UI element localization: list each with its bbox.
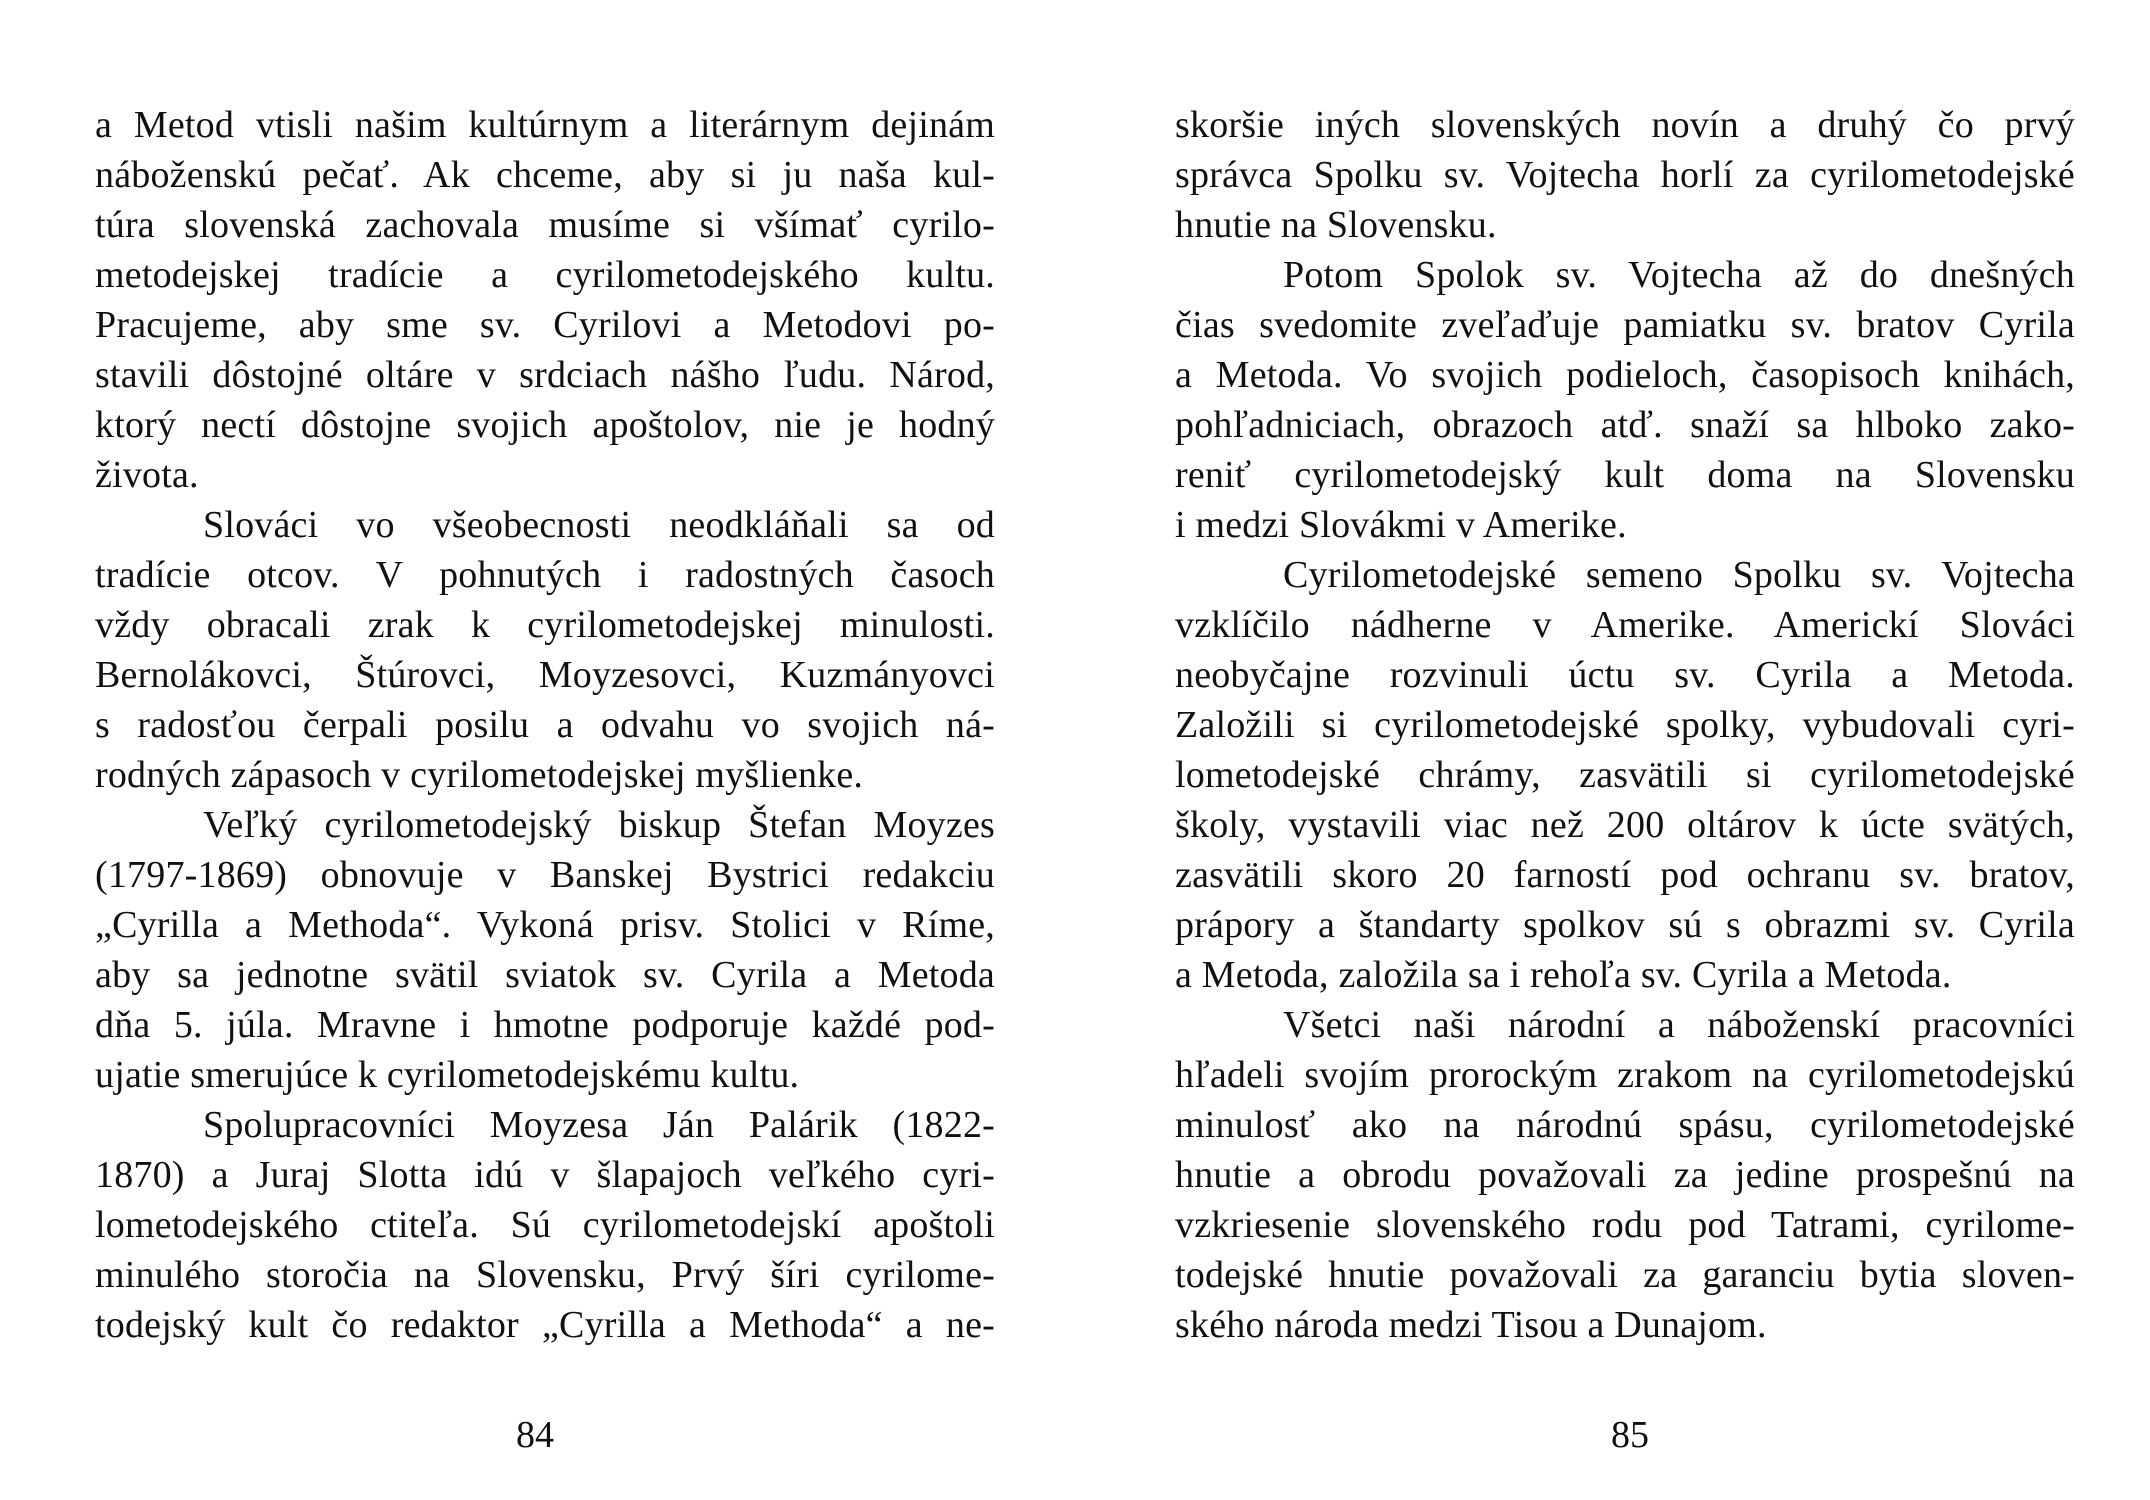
text-line: a Metoda, založila sa i rehoľa sv. Cyrila a Metoda.	[1175, 954, 1952, 996]
text-line: zasvätili skoro 20 farností pod ochranu sv. bratov,	[1175, 854, 2075, 896]
text-line: správca Spolku sv. Vojtecha horlí za cyrilometodejské	[1175, 154, 2075, 196]
text-line: Založili si cyrilometodejské spolky, vybudovali cyri-	[1175, 704, 2075, 746]
text-line: života.	[95, 454, 199, 496]
text-line: pohľadniciach, obrazoch atď. snaží sa hlboko zako-	[1175, 404, 2075, 446]
text-line: školy, vystavili viac než 200 oltárov k úcte svätých,	[1175, 804, 2075, 846]
text-line: „Cyrilla a Methoda“. Vykoná prisv. Stolici v Ríme,	[95, 904, 995, 946]
text-line: skoršie iných slovenských novín a druhý čo prvý	[1175, 104, 2075, 146]
text-line: Pracujeme, aby sme sv. Cyrilovi a Metodovi po-	[95, 304, 995, 346]
text-line: ktorý nectí dôstojne svojich apoštolov, nie je hodný	[95, 404, 995, 446]
text-line: hnutie na Slovensku.	[1175, 204, 1497, 246]
text-line: túra slovenská zachovala musíme si všímať cyrilo-	[95, 204, 995, 246]
text-line: Bernolákovci, Štúrovci, Moyzesovci, Kuzmányovci	[95, 654, 995, 696]
text-line: (1797-1869) obnovuje v Banskej Bystrici redakciu	[95, 854, 995, 896]
text-line: prápory a štandarty spolkov sú s obrazmi sv. Cyrila	[1175, 904, 2075, 946]
text-line: náboženskú pečať. Ak chceme, aby si ju naša kul-	[95, 154, 995, 196]
text-line: tradície otcov. V pohnutých i radostných časoch	[95, 554, 995, 596]
text-line: neobyčajne rozvinuli úctu sv. Cyrila a Metoda.	[1175, 654, 2075, 696]
right-page	[1175, 100, 2075, 1350]
text-line: ského národa medzi Tisou a Dunajom.	[1175, 1304, 1767, 1346]
page-number-left: 84	[516, 1414, 554, 1456]
text-line: hľadeli svojím prorockým zrakom na cyrilometodejskú	[1175, 1054, 2075, 1096]
text-line: todejský kult čo redaktor „Cyrilla a Methoda“ a ne-	[95, 1304, 995, 1346]
text-line: vzklíčilo nádherne v Amerike. Americkí Slováci	[1175, 604, 2075, 646]
text-line: Spolupracovníci Moyzesa Ján Palárik (1822-	[203, 1104, 995, 1146]
text-line: aby sa jednotne svätil sviatok sv. Cyrila a Metoda	[95, 954, 995, 996]
text-line: vždy obracali zrak k cyrilometodejskej minulosti.	[95, 604, 995, 646]
text-line: Všetci naši národní a náboženskí pracovníci	[1283, 1004, 2075, 1046]
left-page	[95, 100, 995, 1350]
text-line: lometodejské chrámy, zasvätili si cyrilometodejské	[1175, 754, 2075, 796]
text-line: minulého storočia na Slovensku, Prvý šíri cyrilome-	[95, 1254, 995, 1296]
text-line: Slováci vo všeobecnosti neodkláňali sa od	[203, 504, 995, 546]
text-line: hnutie a obrodu považovali za jedine prospešnú na	[1175, 1154, 2075, 1196]
text-line: 1870) a Juraj Slotta idú v šlapajoch veľkého cyri-	[95, 1154, 995, 1196]
text-line: stavili dôstojné oltáre v srdciach nášho ľudu. Národ,	[95, 354, 995, 396]
text-line: vzkriesenie slovenského rodu pod Tatrami, cyrilome-	[1175, 1204, 2075, 1246]
text-line: a Metod vtisli našim kultúrnym a literárnym dejinám	[95, 104, 995, 146]
text-line: a Metoda. Vo svojich podieloch, časopisoch knihách,	[1175, 354, 2075, 396]
text-line: Cyrilometodejské semeno Spolku sv. Vojtecha	[1283, 554, 2075, 596]
text-line: reniť cyrilometodejský kult doma na Slovensku	[1175, 454, 2075, 496]
text-line: s radosťou čerpali posilu a odvahu vo svojich ná-	[95, 704, 995, 746]
text-line: Veľký cyrilometodejský biskup Štefan Moyzes	[203, 804, 995, 846]
text-line: i medzi Slovákmi v Amerike.	[1175, 504, 1627, 546]
text-line: rodných zápasoch v cyrilometodejskej myšlienke.	[95, 754, 864, 796]
page-number-right: 85	[1611, 1414, 1649, 1456]
text-line: dňa 5. júla. Mravne i hmotne podporuje každé pod-	[95, 1004, 995, 1046]
text-line: metodejskej tradície a cyrilometodejského kultu.	[95, 254, 995, 296]
text-line: Potom Spolok sv. Vojtecha až do dnešných	[1283, 254, 2075, 296]
text-line: lometodejského ctiteľa. Sú cyrilometodejskí apoštoli	[95, 1204, 995, 1246]
text-line: minulosť ako na národnú spásu, cyrilometodejské	[1175, 1104, 2075, 1146]
text-line: ujatie smerujúce k cyrilometodejskému kultu.	[95, 1054, 800, 1096]
text-line: todejské hnutie považovali za garanciu bytia sloven-	[1175, 1254, 2075, 1296]
text-line: čias svedomite zveľaďuje pamiatku sv. bratov Cyrila	[1175, 304, 2075, 346]
